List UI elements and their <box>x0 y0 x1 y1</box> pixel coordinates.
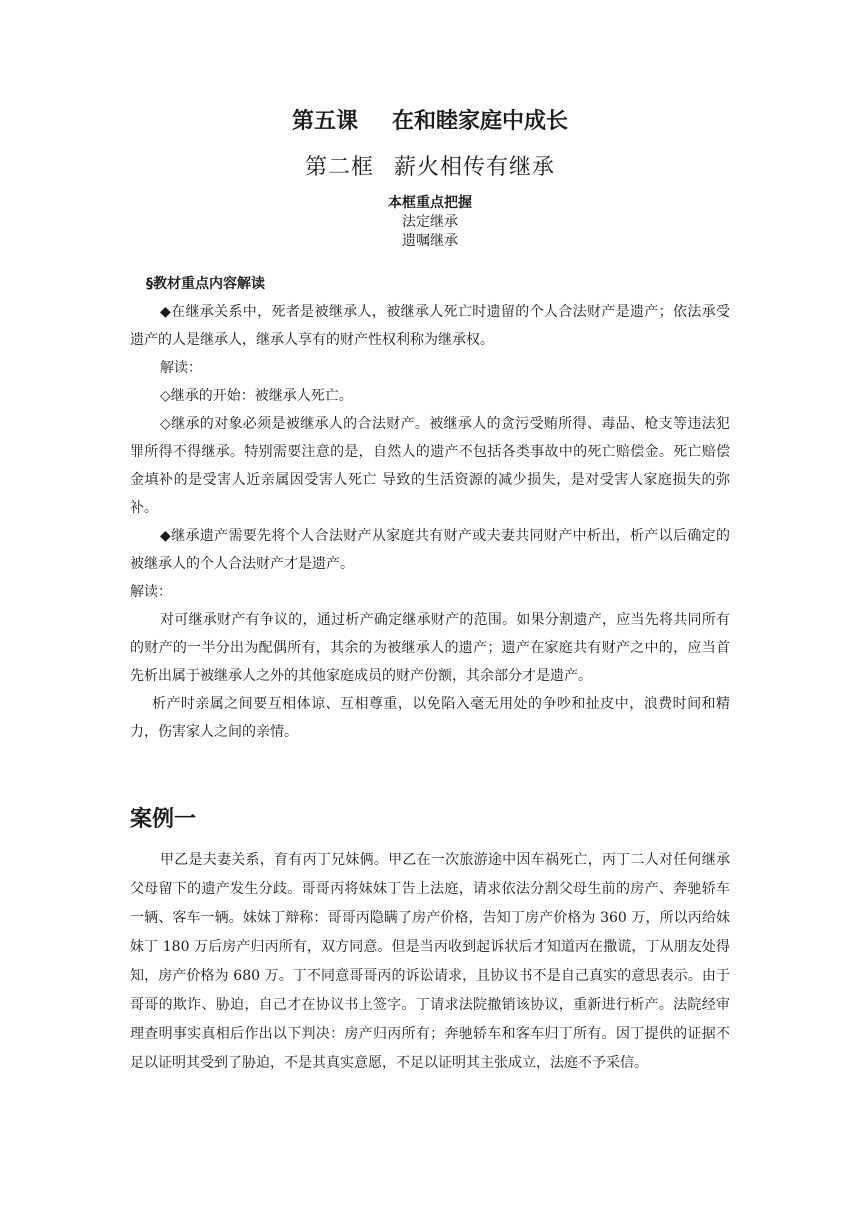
focus-item: 法定继承 <box>402 214 458 230</box>
paragraph: ◇继承的开始：被继承人死亡。 <box>160 388 353 404</box>
frame-name: 薪火相传有继承 <box>394 155 556 180</box>
paragraph: 析产时亲属之间要互相体谅、互相尊重，以免陷入毫无用处的争吵和扯皮中，浪费时间和精力，伤害家人之间的亲情。 <box>130 696 730 740</box>
frame-title <box>0 150 860 181</box>
section-heading: §教材重点内容解读 <box>146 276 265 292</box>
case-paragraph: 甲乙是夫妻关系，育有丙丁兄妹俩。甲乙在一次旅游途中因车祸死亡，丙丁二人对任何继承父母留下的遗产发生分歧。哥哥丙将妹妹丁告上法庭，请求依法分割父母生前的房产、奔驰轿车一辆、客车一辆。妹妹丁辩称：哥哥丙隐瞒了房产价格，告知丁房产价格为 360 万，所以丙给妹妹丁 180 万后房产归丙所有，双方同意。但是当丙收到起诉状后才知道丙在撒谎，丁从朋友处得知，房产价格为 680 万。丁不同意哥哥丙的诉讼请求，且协议书不是自己真实的意思表示。由于哥哥的欺诈、胁迫，自己才在协议书上签字。丁请求法院撤销该协议，重新进行析产。法院经审理查明事实真相后作出以下判决：房产归丙所有；奔驰轿车和客车归丁所有。因丁提供的证据不足以证明其受到了胁迫，不是其真实意愿，不足以证明其主张成立，法庭不予采信。 <box>130 852 730 1071</box>
case-title: 案例一 <box>130 807 197 832</box>
case-body <box>130 846 730 1078</box>
paragraph: 解读： <box>160 360 202 376</box>
paragraph: ◆在继承关系中，死者是被继承人，被继承人死亡时遗留的个人合法财产是遗产；依法承受遗产的人是继承人，继承人享有的财产性权利称为继承权。 <box>130 304 730 348</box>
focus-item: 遗嘱继承 <box>402 233 458 249</box>
focus-heading: 本框重点把握 <box>388 195 472 211</box>
lesson-name: 在和睦家庭中成长 <box>392 109 569 134</box>
lesson-number: 第五课 <box>291 109 358 134</box>
content-body <box>130 270 730 746</box>
frame-number: 第二框 <box>304 155 374 180</box>
focus-block <box>0 194 860 251</box>
lesson-title <box>0 104 860 135</box>
paragraph: 解读： <box>130 584 172 600</box>
paragraph: ◇继承的对象必须是被继承人的合法财产。被继承人的贪污受贿所得、毒品、枪支等违法犯罪所得不得继承。特别需要注意的是，自然人的遗产不包括各类事故中的死亡赔偿金。死亡赔偿金填补的是受害人近亲属因受害人死亡 导致的生活资源的减少损失，是对受害人家庭损失的弥补。 <box>130 416 730 516</box>
paragraph: ◆继承遗产需要先将个人合法财产从家庭共有财产或夫妻共同财产中析出，析产以后确定的被继承人的个人合法财产才是遗产。 <box>130 528 730 572</box>
paragraph: 对可继承财产有争议的，通过析产确定继承财产的范围。如果分割遗产，应当先将共同所有的财产的一半分出为配偶所有，其余的为被继承人的遗产；遗产在家庭共有财产之中的，应当首先析出属于被继承人之外的其他家庭成员的财产份额，其余部分才是遗产。 <box>130 612 730 684</box>
